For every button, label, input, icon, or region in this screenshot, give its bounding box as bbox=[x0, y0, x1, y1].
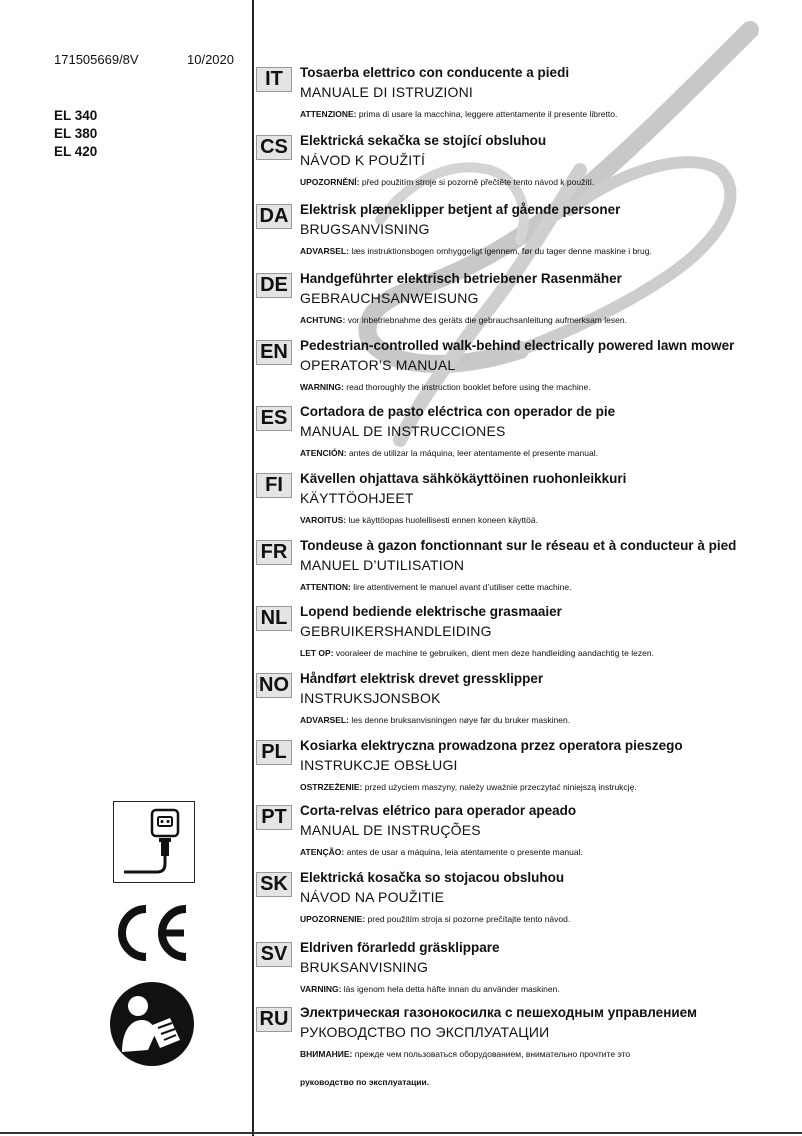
language-title: Elektrická sekačka se stojící obsluhou bbox=[300, 133, 547, 148]
language-code: EN bbox=[256, 340, 292, 365]
language-code: NO bbox=[256, 673, 292, 698]
language-title: Handgeführter elektrisch betriebener Rasenmäher bbox=[300, 271, 622, 286]
language-code: ES bbox=[256, 406, 292, 431]
language-subtitle: РУКОВОДСТВО ПО ЭКСПЛУАТАЦИИ bbox=[300, 1024, 550, 1040]
language-subtitle: INSTRUKSJONSBOK bbox=[300, 690, 441, 706]
model-item: EL 380 bbox=[54, 126, 98, 141]
language-code: SK bbox=[256, 872, 292, 897]
language-subtitle: BRUKSANVISNING bbox=[300, 959, 429, 975]
language-subtitle: MANUAL DE INSTRUCCIONES bbox=[300, 423, 506, 439]
language-warning: UPOZORNENIE: pred použitím stroja si pozorne prečítajte tento návod. bbox=[300, 914, 571, 924]
language-title: Elektrická kosačka so stojacou obsluhou bbox=[300, 870, 565, 885]
language-title: Tondeuse à gazon fonctionnant sur le réseau et à conducteur à pied bbox=[300, 538, 737, 553]
language-code: RU bbox=[256, 1007, 292, 1032]
model-list bbox=[54, 107, 97, 161]
language-subtitle: GEBRAUCHSANWEISUNG bbox=[300, 290, 479, 306]
language-warning: ADVARSEL: læs instruktionsbogen omhyggeligt igennem, før du tager denne maskine i brug. bbox=[300, 246, 652, 256]
read-manual-icon bbox=[108, 980, 196, 1068]
language-code: SV bbox=[256, 942, 292, 967]
language-title: Corta-relvas elétrico para operador apeado bbox=[300, 803, 577, 818]
language-warning: VAROITUS: lue käyttöopas huolellisesti ennen koneen käyttöä. bbox=[300, 515, 538, 525]
language-title: Eldriven förarledd gräsklippare bbox=[300, 940, 500, 955]
language-subtitle: BRUGSANVISNING bbox=[300, 221, 430, 237]
language-subtitle: NÁVOD K POUŽITÍ bbox=[300, 152, 426, 168]
model-item: EL 420 bbox=[54, 144, 98, 159]
language-warning: ACHTUNG: vor inbetriebnahme des geräts die gebrauchsanleitung aufmerksam lesen. bbox=[300, 315, 627, 325]
language-warning: VARNING: läs igenom hela detta häfte innan du använder maskinen. bbox=[300, 984, 560, 994]
language-subtitle: MANUALE DI ISTRUZIONI bbox=[300, 84, 473, 100]
language-code: NL bbox=[256, 606, 292, 631]
language-subtitle: MANUAL DE INSTRUÇÕES bbox=[300, 822, 481, 838]
language-warning: WARNING: read thoroughly the instruction booklet before using the machine. bbox=[300, 382, 591, 392]
model-item: EL 340 bbox=[54, 108, 98, 123]
bottom-rule bbox=[0, 1132, 802, 1134]
language-subtitle: NÁVOD NA POUŽITIE bbox=[300, 889, 445, 905]
language-warning: ВНИМАНИЕ: прежде чем пользоваться оборудованием, внимательно прочтите это bbox=[300, 1049, 631, 1059]
language-code: FI bbox=[256, 473, 292, 498]
language-title: Cortadora de pasto eléctrica con operador de pie bbox=[300, 404, 616, 419]
language-warning: UPOZORNĚNÍ: před použitím stroje si pozorně přečtěte tento návod k použití. bbox=[300, 177, 595, 187]
language-warning: ATENCIÓN: antes de utilizar la máquina, leer atentamente el presente manual. bbox=[300, 448, 598, 458]
language-code: PT bbox=[256, 805, 292, 830]
left-panel bbox=[0, 0, 252, 1136]
plug-socket-icon bbox=[113, 801, 195, 883]
document-date: 10/2020 bbox=[187, 52, 234, 67]
vertical-divider bbox=[252, 0, 254, 1136]
language-warning-continued: руководство по эксплуатации. bbox=[300, 1077, 430, 1087]
language-title: Elektrisk plæneklipper betjent af gående personer bbox=[300, 202, 621, 217]
language-subtitle: MANUEL D’UTILISATION bbox=[300, 557, 465, 573]
language-title: Электрическая газонокосилка с пешеходным управлением bbox=[300, 1005, 697, 1020]
language-code: FR bbox=[256, 540, 292, 565]
language-warning: ATTENTION: lire attentivement le manuel avant d’utiliser cette machine. bbox=[300, 582, 572, 592]
language-code: PL bbox=[256, 740, 292, 765]
language-code: DE bbox=[256, 273, 292, 298]
language-title: Pedestrian-controlled walk-behind electrically powered lawn mower bbox=[300, 338, 735, 353]
language-code: DA bbox=[256, 204, 292, 229]
document-code: 171505669/8V bbox=[54, 52, 139, 67]
language-title: Lopend bediende elektrische grasmaaier bbox=[300, 604, 562, 619]
language-code: IT bbox=[256, 67, 292, 92]
language-warning: LET OP: vooraleer de machine te gebruiken, dient men deze handleiding aandachtig te lezen. bbox=[300, 648, 654, 658]
language-warning: ADVARSEL: les denne bruksanvisningen nøye før du bruker maskinen. bbox=[300, 715, 571, 725]
ce-mark-icon bbox=[112, 903, 192, 963]
language-subtitle: OPERATOR’S MANUAL bbox=[300, 357, 456, 373]
language-subtitle: INSTRUKCJE OBSŁUGI bbox=[300, 757, 458, 773]
language-warning: ATENÇÃO: antes de usar a máquina, leia atentamente o presente manual. bbox=[300, 847, 583, 857]
language-title: Tosaerba elettrico con conducente a piedi bbox=[300, 65, 570, 80]
language-title: Håndført elektrisk drevet gressklipper bbox=[300, 671, 544, 686]
language-title: Kävellen ohjattava sähkökäyttöinen ruohonleikkuri bbox=[300, 471, 627, 486]
language-subtitle: KÄYTTÖOHJEET bbox=[300, 490, 414, 506]
language-code: CS bbox=[256, 135, 292, 160]
language-warning: OSTRZEŻENIE: przed użyciem maszyny, należy uważnie przeczytać niniejszą instrukcję. bbox=[300, 782, 637, 792]
language-subtitle: GEBRUIKERSHANDLEIDING bbox=[300, 623, 492, 639]
language-title: Kosiarka elektryczna prowadzona przez operatora pieszego bbox=[300, 738, 683, 753]
language-warning: ATTENZIONE: prima di usare la macchina, leggere attentamente il presente libretto. bbox=[300, 109, 618, 119]
